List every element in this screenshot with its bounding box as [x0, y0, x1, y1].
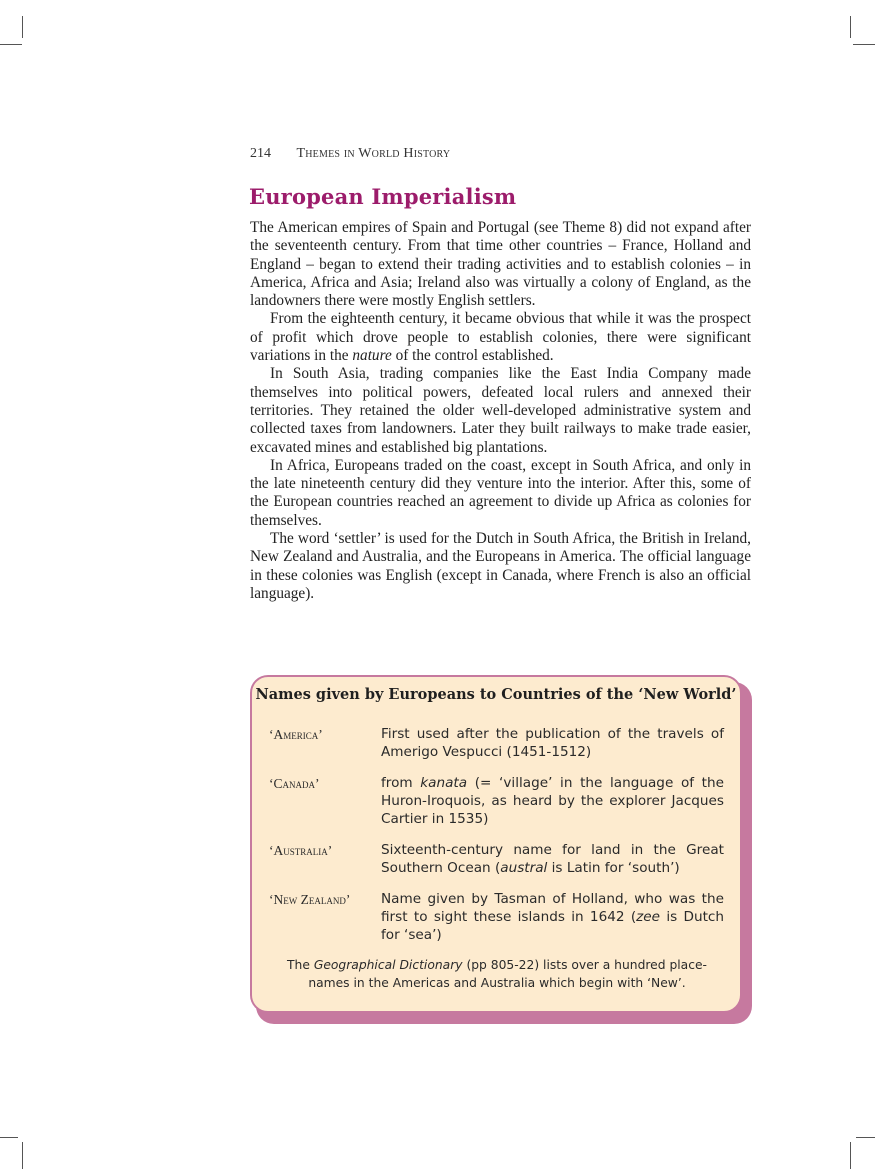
crop-mark	[853, 44, 875, 45]
page-number: 214	[250, 146, 271, 161]
list-item	[269, 841, 724, 877]
paragraph: From the eighteenth century, it became obvious that while it was the prospect of profit which drove people to establish colonies, there were significant variations in the nature of the control established.	[250, 310, 751, 365]
crop-mark	[0, 44, 22, 45]
list-item	[269, 890, 724, 945]
box-title: Names given by Europeans to Countries of the ‘New World’	[255, 686, 737, 703]
running-title: Themes in World History	[296, 146, 451, 161]
crop-mark	[22, 16, 23, 38]
paragraph: The American empires of Spain and Portugal (see Theme 8) did not expand after the seventeenth century. From that time other countries – France, Holland and England – began to extend their trading activities and to establish colonies – in America, Africa and Asia; Ireland also was virtually a colony of England, as the landowners there were mostly English settlers.	[250, 219, 751, 310]
definition: First used after the publication of the travels of Amerigo Vespucci (1451-1512)	[381, 726, 724, 761]
section-heading: European Imperialism	[249, 184, 517, 209]
term: ‘New Zealand’	[269, 892, 351, 907]
term: ‘America’	[269, 727, 323, 742]
crop-mark	[856, 1137, 875, 1138]
term: ‘Canada’	[269, 776, 320, 791]
paragraph: In South Asia, trading companies like the East India Company made themselves into political powers, defeated local rulers and annexed their territories. They retained the older well-developed administrative system and collected taxes from landowners. Later they built railways to make trade easier, excavated mines and established big plantations.	[250, 365, 751, 456]
list-item	[269, 774, 724, 829]
body-text	[250, 219, 751, 603]
names-box	[250, 675, 742, 1013]
page-header	[250, 146, 450, 162]
paragraph: The word ‘settler’ is used for the Dutch in South Africa, the British in Ireland, New Zealand and Australia, and the Europeans in America. The official language in these colonies was English (except in Canada, where French is also an official language).	[250, 530, 751, 602]
definition: Name given by Tasman of Holland, who was the first to sight these islands in 1642 (zee is Dutch for ‘sea’)	[381, 891, 724, 944]
list-item	[269, 725, 724, 761]
crop-mark	[850, 1142, 851, 1169]
crop-mark	[22, 1142, 23, 1169]
box-note: The Geographical Dictionary (pp 805-22) lists over a hundred place-names in the Americas and Australia which begin with ‘New’.	[287, 958, 707, 991]
crop-mark	[0, 1137, 18, 1138]
definition: from kanata (= ‘village’ in the language of the Huron-Iroquois, as heard by the explorer Jacques Cartier in 1535)	[381, 775, 724, 828]
definition: Sixteenth-century name for land in the Great Southern Ocean (austral is Latin for ‘south’)	[381, 842, 724, 877]
term: ‘Australia’	[269, 843, 333, 858]
crop-mark	[850, 16, 851, 38]
paragraph: In Africa, Europeans traded on the coast, except in South Africa, and only in the late nineteenth century did they venture into the interior. After this, some of the European countries reached an agreement to divide up Africa as colonies for themselves.	[250, 456, 751, 529]
